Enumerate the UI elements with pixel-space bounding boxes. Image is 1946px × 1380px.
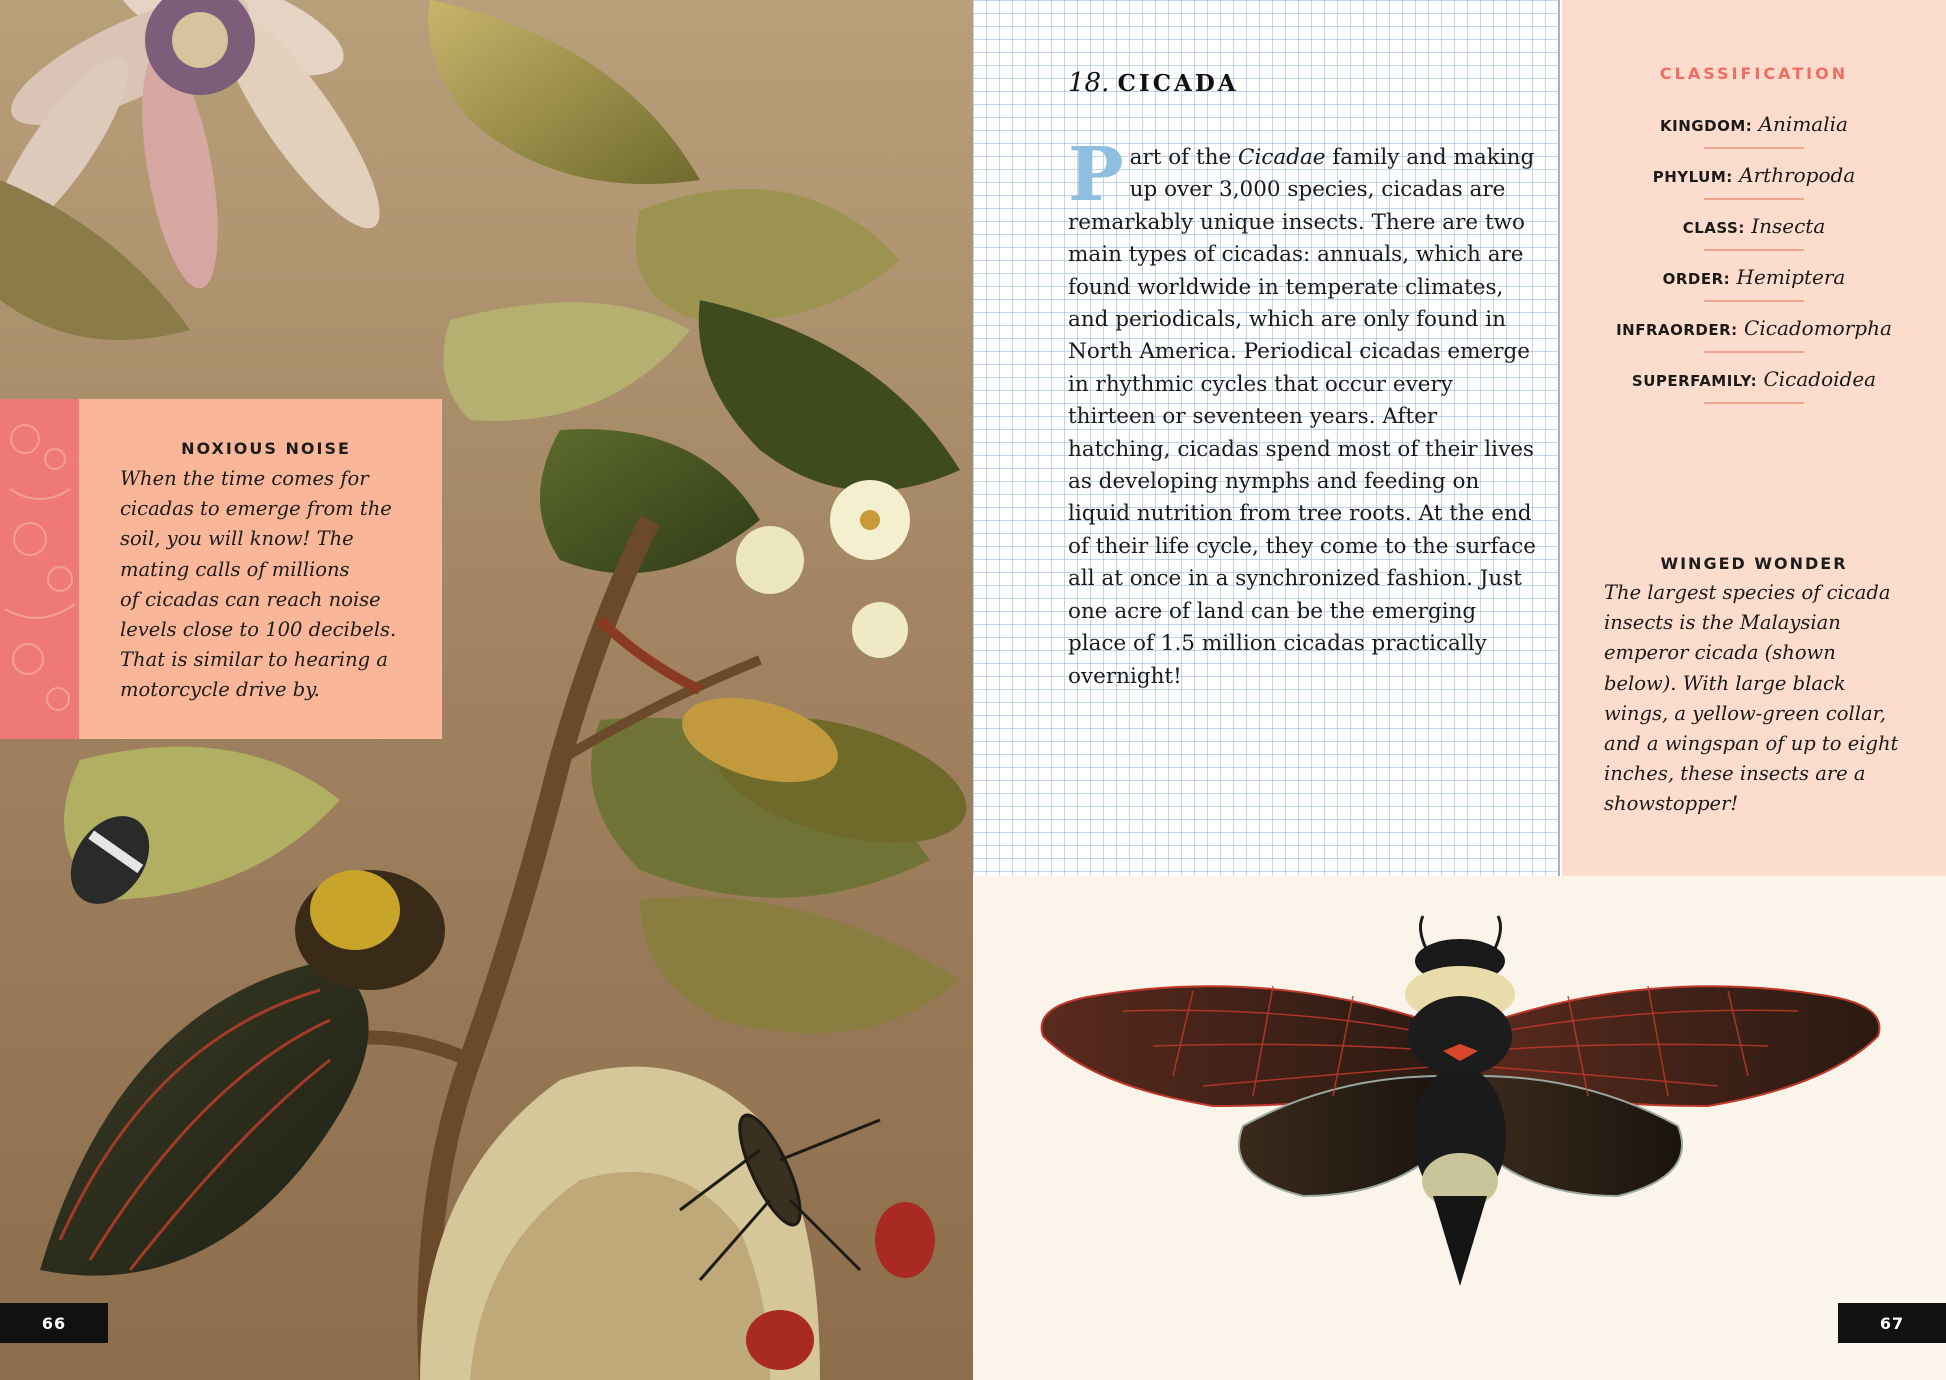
winged-line: showstopper! <box>1604 792 1739 816</box>
classification-value: Insecta <box>1751 214 1826 238</box>
entry-body <box>1068 132 1540 693</box>
winged-line: below). With large black <box>1604 671 1846 695</box>
classification-list <box>1562 112 1946 418</box>
classification-row <box>1562 367 1946 418</box>
sidebar-line: soil, you will know! The <box>120 527 354 551</box>
classification-heading: CLASSIFICATION <box>1659 64 1849 83</box>
classification-row <box>1562 265 1946 316</box>
entry-number: 18. <box>1068 68 1110 98</box>
body-text-start: art of the <box>1129 145 1239 170</box>
winged-line: emperor cicada (shown <box>1604 641 1836 665</box>
classification-key: ORDER: <box>1662 270 1731 288</box>
winged-line: and a wingspan of up to eight <box>1604 732 1899 756</box>
winged-line: insects is the Malaysian <box>1604 611 1841 635</box>
classification-row <box>1562 112 1946 163</box>
sidebar-body <box>120 464 422 706</box>
classification-row <box>1562 214 1946 265</box>
sidebar-line: mating calls of millions <box>120 557 350 581</box>
classification-value: Hemiptera <box>1736 265 1846 289</box>
sidebar-line: cicadas to emerge from the <box>120 497 392 521</box>
noxious-noise-sidebar <box>0 399 442 739</box>
entry-name: CICADA <box>1117 70 1239 97</box>
specimen-panel <box>973 876 1946 1380</box>
sidebar-line: When the time comes for <box>120 467 369 490</box>
classification-panel <box>1562 0 1946 876</box>
classification-key: INFRAORDER: <box>1616 321 1738 339</box>
body-italic-term: Cicadae <box>1238 145 1326 170</box>
floral-pattern-strip <box>0 399 79 739</box>
classification-key: PHYLUM: <box>1652 168 1733 186</box>
classification-value: Cicadoidea <box>1763 367 1877 391</box>
divider <box>1704 249 1804 251</box>
emperor-cicada-illustration <box>973 876 1946 1380</box>
classification-value: Animalia <box>1758 112 1848 136</box>
sidebar-line: levels close to 100 decibels. <box>120 618 397 642</box>
winged-wonder-body <box>1604 578 1924 820</box>
divider <box>1704 198 1804 200</box>
winged-line: wings, a yellow-green collar, <box>1604 701 1887 725</box>
sidebar-line: That is similar to hearing a <box>120 648 388 672</box>
entry-panel <box>973 0 1560 876</box>
drop-cap: P <box>1068 132 1124 218</box>
winged-line: inches, these insects are a <box>1604 762 1866 786</box>
classification-key: KINGDOM: <box>1660 117 1753 135</box>
floral-pattern-icon <box>0 399 79 739</box>
page-number-left: 66 <box>0 1303 108 1343</box>
sidebar-line: of cicadas can reach noise <box>120 587 381 611</box>
sidebar-line: motorcycle drive by. <box>120 678 320 702</box>
entry-title <box>1068 68 1239 98</box>
divider <box>1704 300 1804 302</box>
divider <box>1704 402 1804 404</box>
sidebar-title: NOXIOUS NOISE <box>181 439 351 458</box>
divider <box>1704 351 1804 353</box>
classification-value: Cicadomorpha <box>1744 316 1892 340</box>
classification-row <box>1562 163 1946 214</box>
classification-key: CLASS: <box>1682 219 1745 237</box>
divider <box>1704 147 1804 149</box>
classification-row <box>1562 316 1946 367</box>
classification-key: SUPERFAMILY: <box>1631 372 1758 390</box>
winged-wonder-title: WINGED WONDER <box>1660 554 1848 573</box>
classification-value: Arthropoda <box>1739 163 1856 187</box>
winged-line: The largest species of cicada <box>1604 581 1891 604</box>
page-number-right: 67 <box>1838 1303 1946 1343</box>
body-text-rest: family and making up over 3,000 species, cicadas are remarkably unique insects. There are two main types of cicadas: annuals, which are found worldwide in temperate climates, and periodicals, which are only found in North America. Periodical cicadas emerge in rhythmic cycles that occur every thirteen or seventeen years. After hatching, cicadas spend most of their lives as developing nymphs and feeding on liquid nutrition from tree roots. At the end of their life cycle, they come to the surface all at once in a synchronized fashion. Just one acre of land can be the emerging place of 1.5 million cicadas practically overnight! <box>1068 145 1536 689</box>
